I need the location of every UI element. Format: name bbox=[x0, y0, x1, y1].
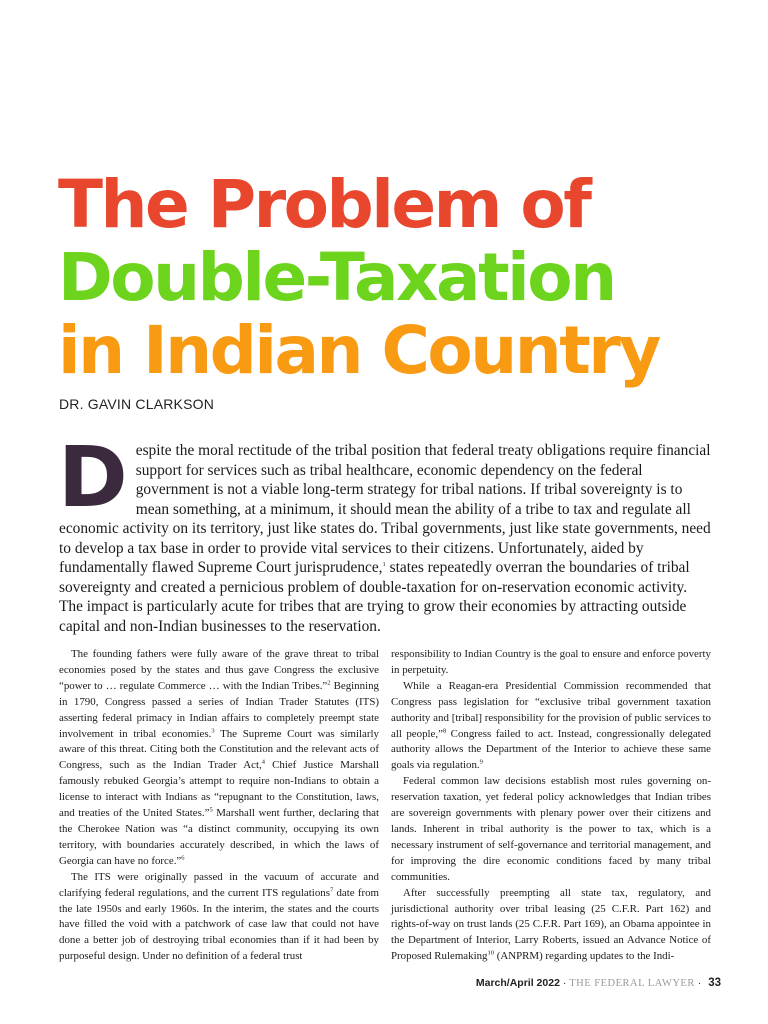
text-run: (ANPRM) regarding updates to the Indi- bbox=[494, 950, 675, 963]
footnote-ref: 2 bbox=[327, 679, 331, 687]
footnote-ref: 4 bbox=[261, 758, 265, 766]
page-number: 33 bbox=[708, 977, 721, 989]
publication-name: THE FEDERAL LAWYER bbox=[569, 978, 695, 989]
article-title bbox=[58, 168, 659, 387]
body-paragraph bbox=[59, 647, 379, 870]
footnote-ref: 1 bbox=[382, 560, 386, 568]
title-line-1: The Problem of bbox=[58, 166, 590, 243]
footnote-ref: 10 bbox=[487, 949, 494, 957]
body-columns bbox=[59, 647, 711, 963]
title-line-3: in Indian Country bbox=[58, 312, 659, 389]
lead-text: espite the moral rectitude of the tribal position that federal treaty obligations require financial support for services such as tribal healthcare, economic dependency on the federal government is not a viable long-term strategy for tribal nations. If tribal sovereignty is to mean something, at a minimum, it should mean the ability of a tribe to tax and regulate all economic activity on its territory, just like states do. Tribal governments, just like state governments, need to develop a tax base in order to provide vital services to their citizens. Unfortunately, aided by fundamentally flawed Supreme Court jurisprudence, bbox=[59, 442, 711, 576]
footnote-ref: 9 bbox=[479, 758, 483, 766]
author-byline: DR. GAVIN CLARKSON bbox=[59, 396, 215, 412]
body-paragraph bbox=[391, 679, 711, 774]
body-paragraph: responsibility to Indian Country is the goal to ensure and enforce poverty in perpetuity. bbox=[391, 648, 711, 676]
lead-paragraph bbox=[58, 428, 711, 636]
footnote-ref: 8 bbox=[442, 726, 447, 734]
text-run: After successfully preempting all state tax, regulatory, and jurisdictional authority over tribal leasing (25 C.F.R. Part 162) and rights-of-way on trust lands (25 C.F.R. Part 169), an Obama appointee in the Department of Interior, Larry Roberts, issued an Advance Notice of Proposed Rulemaking bbox=[391, 886, 711, 963]
text-run: Chief Justice Marshall famously rebuked Georgia’s attempt to require non-Indians to obtain a license to interact with Indians as “repugnant to the Constitution, laws, and treaties of the United States.” bbox=[59, 759, 379, 820]
text-run: The Supreme Court was similarly aware of this threat. Citing both the Constitution and the relevant acts of Congress, such as the Indian Trader Act, bbox=[59, 727, 379, 772]
title-line-2: Double-Taxation bbox=[58, 239, 615, 316]
text-run: Beginning in 1790, Congress passed a series of Indian Trader Statutes (ITS) asserting federal primacy in Indian affairs to completely preempt state involvement in tribal economies. bbox=[59, 679, 379, 740]
footnote-ref: 7 bbox=[329, 885, 334, 893]
text-run: While a Reagan-era Presidential Commission recommended that Congress pass legislation for “exclusive tribal government taxation authority and [tribal] responsibility for the provision of public services to all people,” bbox=[391, 679, 711, 740]
drop-cap: D bbox=[58, 428, 128, 526]
right-column bbox=[391, 647, 711, 963]
body-paragraph: Federal common law decisions establish most rules governing on-reservation taxation, yet federal policy acknowledges that Indian tribes are sovereign governments with plenary power over their citizens and lands. Inherent in tribal authority is the power to tax, which is a necessary instrument of self-governance and territorial management, and for improving the dire economic conditions faced by many tribal communities. bbox=[391, 775, 711, 883]
text-run: Marshall went further, declaring that the Cherokee Nation was “a distinct community, occupying its own territory, with boundaries accurately described, in which the laws of Georgia can have no force.” bbox=[59, 807, 380, 867]
footer-separator: · bbox=[559, 977, 570, 989]
footnote-ref: 3 bbox=[211, 726, 215, 734]
footnote-ref: 6 bbox=[181, 854, 185, 862]
body-paragraph bbox=[391, 886, 711, 963]
issue-date: March/April 2022 bbox=[475, 977, 560, 989]
left-column bbox=[59, 647, 379, 963]
footnote-ref: 5 bbox=[209, 806, 213, 814]
page-footer bbox=[476, 977, 721, 989]
text-run: Congress failed to act. Instead, congressionally delegated authority allows the Department of the Interior to achieve these same goals via regulation. bbox=[391, 727, 711, 772]
text-run: The founding fathers were fully aware of the grave threat to tribal economies posed by the states and thus gave Congress the exclusive “power to … regulate Commerce … with the Indian Tribes.” bbox=[59, 648, 379, 692]
body-paragraph bbox=[59, 870, 379, 963]
footer-separator: · bbox=[694, 977, 705, 989]
lead-text-end: states repeatedly overran the boundaries of tribal sovereignty and created a pernicious problem of double-taxation for on-reservation economic activity. The impact is particularly acute for tribes that are trying to grow their economies by attracting outside capital and non-Indian businesses to the reservation. bbox=[59, 559, 690, 635]
text-run: date from the late 1950s and early 1960s. In the interim, the states and the courts have filled the void with a patchwork of case law that could not have done a better job of destroying tribal economies than if it had been by purposeful design. Under no definition of a federal trust bbox=[59, 886, 379, 963]
text-run: The ITS were originally passed in the vacuum of accurate and clarifying federal regulations, and the current ITS regulations bbox=[59, 870, 379, 899]
